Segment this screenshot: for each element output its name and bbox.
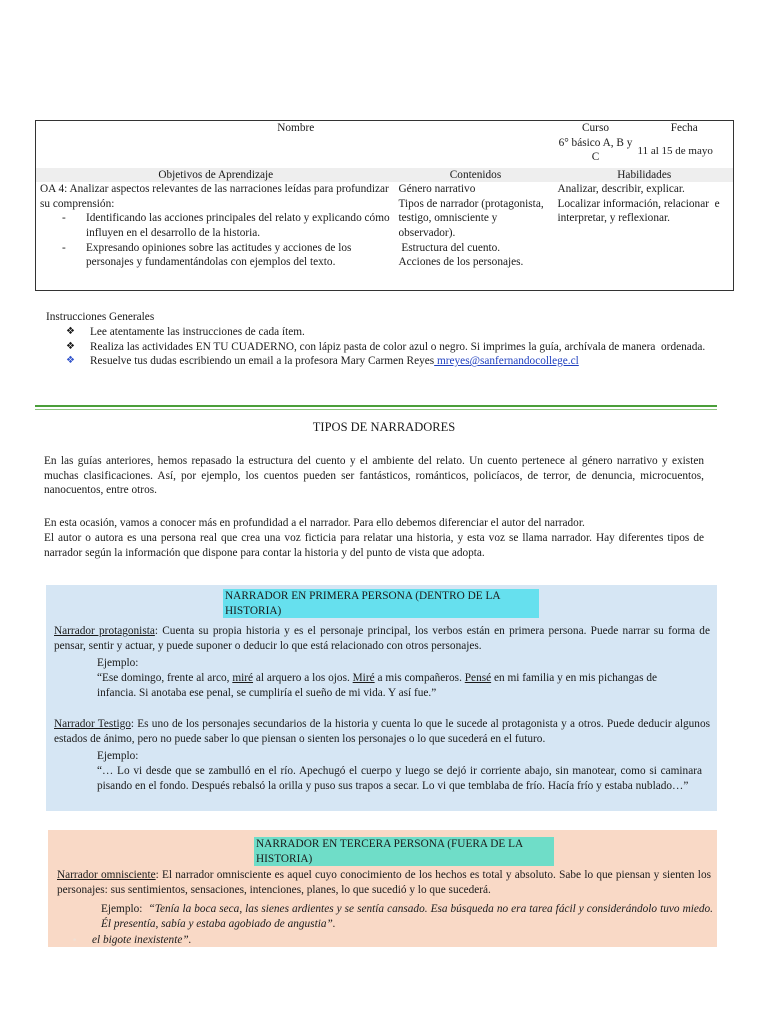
protagonista-term: Narrador protagonista	[54, 625, 155, 637]
diamond-bullet-icon: ❖	[66, 326, 75, 337]
instruction-item: ❖ Lee atentamente las instrucciones de cada ítem.	[66, 326, 305, 338]
name-label: Nombre	[36, 121, 556, 136]
protagonista-definition: Narrador protagonista: Cuenta su propia historia y es el personaje principal, los verbos están en primera persona. Puede narrar su forma de pensar, sentir y actuar, y puede suponer o deducir lo que está relacionado con otros personajes.	[54, 625, 710, 652]
contenido-line: Género narrativo	[398, 183, 476, 196]
fecha-label: Fecha	[636, 121, 734, 136]
example-protagonista: “Ese domingo, frente al arco, miré al arquero a los ojos. Miré a mis compañeros. Pensé en mi familia y en mis pichangas de infancia. Si anotaba ese penal, se cumpliría el sueño de mi vida. Y así fue.”	[97, 672, 660, 699]
oa-item: - Expresando opiniones sobre las actitudes y acciones de los personajes y fundamentándolas con ejemplos del texto.	[40, 241, 394, 270]
habilidad-line: Localizar información, relacionar e interpretar, y reflexionar.	[557, 197, 723, 225]
bullet-icon: •	[72, 936, 78, 946]
page-title: TIPOS DE NARRADORES	[312, 420, 456, 434]
first-person-heading: NARRADOR EN PRIMERA PERSONA (DENTRO DE LA HISTORIA)	[223, 589, 539, 618]
divider-line	[35, 409, 717, 410]
contenidos-cell	[396, 182, 556, 290]
instructions-list	[66, 325, 706, 369]
col-objetivos: Objetivos de Aprendizaje	[36, 168, 396, 183]
oa-intro: OA 4: Analizar aspectos relevantes de las narraciones leídas para profundizar su comprensión:	[40, 183, 389, 210]
name-field[interactable]	[36, 136, 556, 168]
intro-paragraph: El autor o autora es una persona real que crea una voz ficticia para relatar una historia, y esta voz se llama narrador. Hay diferentes tipos de narrador según la información que dispone para contar la historia y del punto de vista que adopta.	[44, 532, 704, 559]
col-contenidos: Contenidos	[449, 168, 502, 181]
cut-off-line: el bigote inexistente”.	[92, 934, 192, 946]
curso-value: 6° básico A, B y C	[558, 136, 633, 164]
oa-item: - Identificando las acciones principales del relato y explicando cómo influyen en el desarrollo de la historia.	[40, 211, 394, 240]
header-table	[35, 120, 734, 291]
habilidades-cell	[556, 182, 734, 290]
diamond-bullet-icon: ❖	[66, 355, 75, 367]
oa-list	[40, 211, 394, 269]
instructions-title: Instrucciones Generales	[46, 311, 155, 323]
diamond-bullet-icon: ❖	[66, 340, 75, 352]
col-habilidades: Habilidades	[556, 168, 734, 183]
testigo-term: Narrador Testigo	[54, 718, 131, 730]
third-person-heading: NARRADOR EN TERCERA PERSONA (FUERA DE LA HISTORIA)	[254, 837, 554, 866]
testigo-definition: Narrador Testigo: Es uno de los personajes secundarios de la historia y cuenta lo que le sucede al protagonista y a otros. Puede deducir algunos estados de ánimo, pero no puede saber lo que piensan o sienten los personajes o lo que sucederá en el futuro.	[54, 718, 710, 745]
example-label: Ejemplo:	[101, 903, 143, 915]
habilidad-line: Analizar, describir, explicar.	[557, 183, 685, 196]
omnisciente-term: Narrador omnisciente	[57, 869, 156, 881]
contenido-line: Estructura del cuento.	[398, 241, 501, 254]
example-label: Ejemplo:	[97, 657, 139, 669]
first-person-section	[46, 585, 717, 811]
intro-paragraph: En esta ocasión, vamos a conocer más en profundidad a el narrador. Para ello debemos diferenciar el autor del narrador.	[44, 517, 585, 529]
fecha-value: 11 al 15 de mayo	[636, 136, 734, 168]
contenido-line: Tipos de narrador (protagonista, testigo, omnisciente y observador).	[398, 197, 544, 239]
intro-paragraph: En las guías anteriores, hemos repasado la estructura del cuento y el ambiente del relato. Un cuento pertenece al género narrativo y existen muchas clasificaciones. Así, por ejemplo, los cuentos pueden ser fantásticos, románticos, policíacos, de terror, de denuncia, microcuentos, nanocuentos, entre otros.	[44, 455, 704, 497]
omnisciente-definition: Narrador omnisciente: El narrador omnisciente es aquel cuyo conocimiento de los hechos es total y absoluto. Sabe lo que piensan y sienten los personajes: sus sentimientos, sensaciones, intenciones, planes, lo que sucedió y lo que sucederá.	[57, 869, 711, 896]
third-person-section	[48, 830, 717, 947]
teacher-email-link[interactable]: mreyes@sanfernandocollege.cl	[434, 355, 579, 368]
instruction-item: ❖ Resuelve tus dudas escribiendo un email a la profesora Mary Carmen Reyes mreyes@sanfernandocollege.cl	[66, 355, 579, 368]
curso-label: Curso	[556, 121, 636, 136]
divider-line	[35, 405, 717, 407]
objetivos-cell	[36, 182, 396, 290]
instruction-item: ❖ Realiza las actividades EN TU CUADERNO, con lápiz pasta de color azul o negro. Si imprimes la guía, archívala de manera ordenada.	[66, 340, 706, 353]
example-omnisciente: Ejemplo: “Tenía la boca seca, las sienes ardientes y se sentía cansado. Esa búsqueda no era tarea fácil y considerándolo tuvo miedo. Él presentía, sabía y estaba agobiado de angustia”.	[101, 903, 713, 930]
example-testigo: “… Lo vi desde que se zambulló en el río. Apechugó el cuerpo y luego se dejó ir corriente abajo, sin manotear, como si caminara pisando en el fondo. Después rebalsó la orilla y puso sus trapos a secar. Lo vi que temblaba de frío. Hacía frío y estaba nublado…”	[97, 765, 702, 792]
contenido-line: Acciones de los personajes.	[398, 256, 524, 269]
example-label: Ejemplo:	[97, 750, 139, 762]
